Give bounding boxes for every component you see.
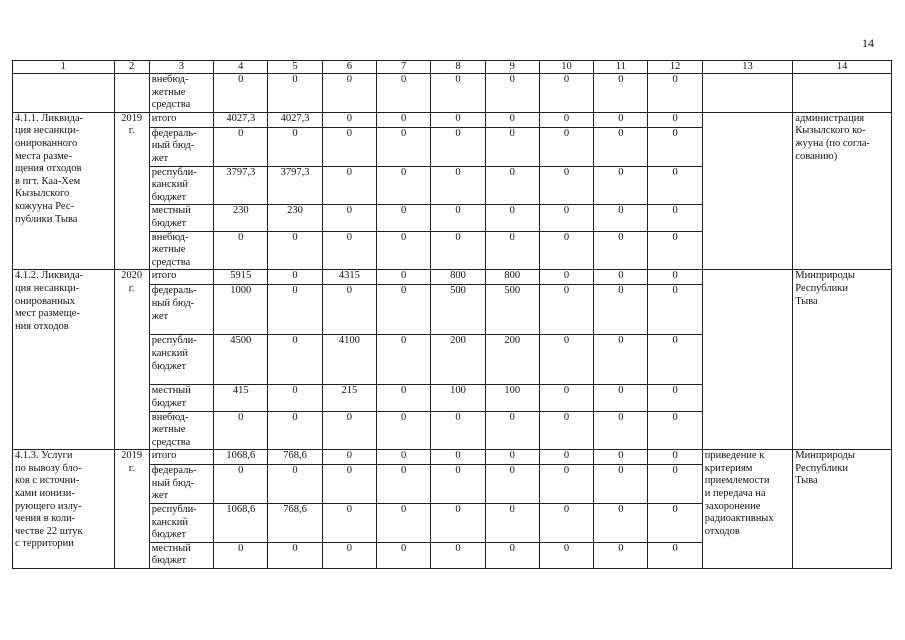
value-cell: 0 [322,411,376,450]
fund-label: местный бюджет [151,385,191,409]
value-cell: 0 [268,465,322,504]
value-cell: 0 [268,335,322,385]
fund-label: федераль- ный бюд- жет [151,285,197,322]
value-cell: 0 [322,542,376,568]
fund-label: республи- канский бюджет [151,166,197,203]
value-cell: 500 [485,285,539,335]
value-cell: 0 [485,127,539,166]
year-label: 2019 г. [121,450,143,474]
value-cell: 0 [539,74,593,113]
executor-cell [793,112,892,270]
value-cell: 0 [648,231,702,270]
value-cell: 0 [594,465,648,504]
value-cell: 0 [431,231,485,270]
item-name: 4.1.3. Услуги по вывозу бло- ков с источни- ками ионизи- рующего излу- чения в коли- честве 22 штук с территории [15,450,83,550]
value-cell: 0 [539,112,593,127]
value-cell: 0 [377,231,431,270]
table-body [13,61,892,569]
header-cell: 2 [114,61,149,74]
value-cell: 800 [431,270,485,285]
value-cell: 0 [485,112,539,127]
value-cell: 0 [214,411,268,450]
value-cell: 0 [648,450,702,465]
executor-text: Минприроды Республики Тыва [795,270,855,307]
fund-cell [149,542,213,568]
value-cell: 0 [485,504,539,543]
year-label: 2019 г. [121,112,143,137]
value-cell: 0 [485,542,539,568]
value-cell: 0 [431,465,485,504]
value-cell: 0 [268,542,322,568]
value-cell: 0 [539,270,593,285]
fund-label: местный бюджет [151,542,191,567]
value-cell: 0 [377,504,431,543]
value-cell: 415 [214,385,268,411]
value-cell: 768,6 [268,504,322,543]
value-cell: 0 [431,127,485,166]
value-cell: 768,6 [268,450,322,465]
value-cell: 0 [322,74,376,113]
item-cell [13,112,115,270]
value-cell: 0 [214,542,268,568]
result-cell [702,450,793,569]
header-cell: 10 [539,61,593,74]
value-cell: 0 [322,285,376,335]
year-label: 2020 г. [121,270,143,294]
header-cell: 13 [702,61,793,74]
value-cell: 0 [322,231,376,270]
value-cell: 0 [648,270,702,285]
value-cell: 100 [485,385,539,411]
header-cell: 7 [377,61,431,74]
value-cell: 0 [268,285,322,335]
value-cell: 0 [594,285,648,335]
executor-text: администрация Кызылского ко- жууна (по согла- сованию) [795,112,871,162]
value-cell: 0 [377,74,431,113]
value-cell: 0 [377,450,431,465]
value-cell: 0 [377,112,431,127]
value-cell: 4500 [214,335,268,385]
header-cell: 6 [322,61,376,74]
executor-cell [793,74,892,113]
value-cell: 0 [377,411,431,450]
value-cell: 0 [648,285,702,335]
result-cell [702,74,793,113]
value-cell: 0 [648,411,702,450]
value-cell: 0 [648,166,702,205]
value-cell: 0 [214,465,268,504]
fund-cell [149,504,213,543]
page-number: 14 [862,36,874,50]
value-cell: 0 [485,450,539,465]
fund-label: внебюд- жетные средства [151,411,191,448]
value-cell: 0 [539,285,593,335]
value-cell: 0 [485,411,539,450]
value-cell: 0 [214,231,268,270]
value-cell: 0 [322,166,376,205]
value-cell: 0 [594,542,648,568]
value-cell: 0 [485,465,539,504]
value-cell: 0 [377,127,431,166]
value-cell: 0 [539,205,593,231]
executor-cell [793,270,892,450]
value-cell: 0 [431,504,485,543]
fund-cell [149,335,213,385]
value-cell: 0 [322,112,376,127]
fund-label: республи- канский бюджет [151,335,197,372]
header-cell: 8 [431,61,485,74]
value-cell: 4315 [322,270,376,285]
fund-cell [149,166,213,205]
year-cell [114,112,149,270]
value-cell: 0 [377,335,431,385]
header-cell: 5 [268,61,322,74]
header-cell: 12 [648,61,702,74]
item-cell [13,450,115,569]
value-cell: 0 [648,127,702,166]
value-cell: 5915 [214,270,268,285]
result-cell [702,270,793,450]
value-cell: 0 [377,205,431,231]
value-cell: 0 [485,166,539,205]
value-cell: 0 [485,205,539,231]
value-cell: 0 [377,285,431,335]
value-cell: 0 [648,465,702,504]
table-row [13,112,892,127]
value-cell: 0 [648,74,702,113]
value-cell: 0 [648,205,702,231]
fund-cell [149,231,213,270]
value-cell: 0 [377,166,431,205]
table-row [13,450,892,465]
value-cell: 800 [485,270,539,285]
fund-cell [149,450,213,465]
value-cell: 0 [377,385,431,411]
value-cell: 0 [539,231,593,270]
value-cell: 0 [431,450,485,465]
fund-cell [149,465,213,504]
fund-cell [149,385,213,411]
value-cell: 100 [431,385,485,411]
value-cell: 0 [594,450,648,465]
value-cell: 0 [594,411,648,450]
header-cell: 1 [13,61,115,74]
value-cell: 0 [539,127,593,166]
fund-label: местный бюджет [151,205,191,229]
value-cell: 0 [214,127,268,166]
value-cell: 0 [594,231,648,270]
header-row [13,61,892,74]
value-cell: 0 [268,127,322,166]
value-cell: 0 [539,465,593,504]
value-cell: 0 [594,385,648,411]
fund-cell [149,74,213,113]
fund-label: итого [151,270,177,282]
year-cell [114,74,149,113]
value-cell: 230 [214,205,268,231]
value-cell: 4027,3 [214,112,268,127]
value-cell: 0 [268,74,322,113]
fund-cell [149,285,213,335]
header-cell: 4 [214,61,268,74]
value-cell: 0 [648,542,702,568]
year-cell [114,270,149,450]
executor-cell [793,450,892,569]
value-cell: 0 [322,205,376,231]
fund-label: федераль- ный бюд- жет [151,127,197,164]
program-table [12,60,892,569]
value-cell: 0 [268,231,322,270]
result-cell [702,112,793,270]
fund-label: федераль- ный бюд- жет [151,465,197,502]
result-text: приведение к критериям приемлемости и передача на захоронение радиоактивных отходов [704,450,774,537]
table-row [13,74,892,113]
value-cell: 0 [594,504,648,543]
fund-cell [149,112,213,127]
value-cell: 0 [594,127,648,166]
value-cell: 0 [268,385,322,411]
year-cell [114,450,149,569]
value-cell: 4100 [322,335,376,385]
header-cell: 11 [594,61,648,74]
value-cell: 0 [648,335,702,385]
fund-cell [149,127,213,166]
item-name: 4.1.1. Ликвида- ция несанкци- онированного места разме- щения отходов в пгт. Каа-Хем Кызылского кожууна Рес- публики Тыва [15,112,84,225]
value-cell: 500 [431,285,485,335]
value-cell: 0 [322,504,376,543]
value-cell: 0 [648,504,702,543]
item-name: 4.1.2. Ликвида- ция несанкци- онированных мест размеще- ния отходов [15,270,84,332]
value-cell: 230 [268,205,322,231]
value-cell: 0 [322,450,376,465]
value-cell: 0 [594,74,648,113]
fund-cell [149,411,213,450]
value-cell: 0 [539,542,593,568]
value-cell: 0 [377,270,431,285]
value-cell: 1068,6 [214,504,268,543]
value-cell: 0 [539,385,593,411]
value-cell: 0 [539,166,593,205]
value-cell: 0 [485,74,539,113]
value-cell: 0 [539,335,593,385]
value-cell: 0 [539,504,593,543]
value-cell: 0 [431,411,485,450]
value-cell: 0 [431,205,485,231]
value-cell: 4027,3 [268,112,322,127]
value-cell: 0 [431,166,485,205]
value-cell: 0 [431,542,485,568]
value-cell: 1000 [214,285,268,335]
item-cell [13,74,115,113]
executor-text: Минприроды Республики Тыва [795,450,855,487]
value-cell: 0 [539,450,593,465]
value-cell: 215 [322,385,376,411]
value-cell: 0 [648,385,702,411]
fund-cell [149,205,213,231]
value-cell: 0 [594,270,648,285]
value-cell: 0 [431,112,485,127]
table-row [13,270,892,285]
value-cell: 0 [594,166,648,205]
value-cell: 200 [431,335,485,385]
value-cell: 0 [377,542,431,568]
value-cell: 0 [539,411,593,450]
fund-label: итого [151,450,177,462]
value-cell: 0 [485,231,539,270]
header-cell: 14 [793,61,892,74]
value-cell: 0 [594,112,648,127]
value-cell: 0 [594,335,648,385]
fund-cell [149,270,213,285]
fund-label: внебюд- жетные средства [151,231,191,268]
fund-label: итого [151,112,177,124]
value-cell: 1068,6 [214,450,268,465]
value-cell: 3797,3 [268,166,322,205]
header-cell: 9 [485,61,539,74]
value-cell: 0 [322,127,376,166]
value-cell: 200 [485,335,539,385]
value-cell: 0 [594,205,648,231]
value-cell: 0 [268,411,322,450]
value-cell: 0 [322,465,376,504]
header-cell: 3 [149,61,213,74]
value-cell: 3797,3 [214,166,268,205]
value-cell: 0 [431,74,485,113]
item-cell [13,270,115,450]
value-cell: 0 [268,270,322,285]
fund-label: внебюд- жетные средства [151,74,191,111]
value-cell: 0 [377,465,431,504]
value-cell: 0 [214,74,268,113]
fund-label: республи- канский бюджет [151,504,197,541]
value-cell: 0 [648,112,702,127]
